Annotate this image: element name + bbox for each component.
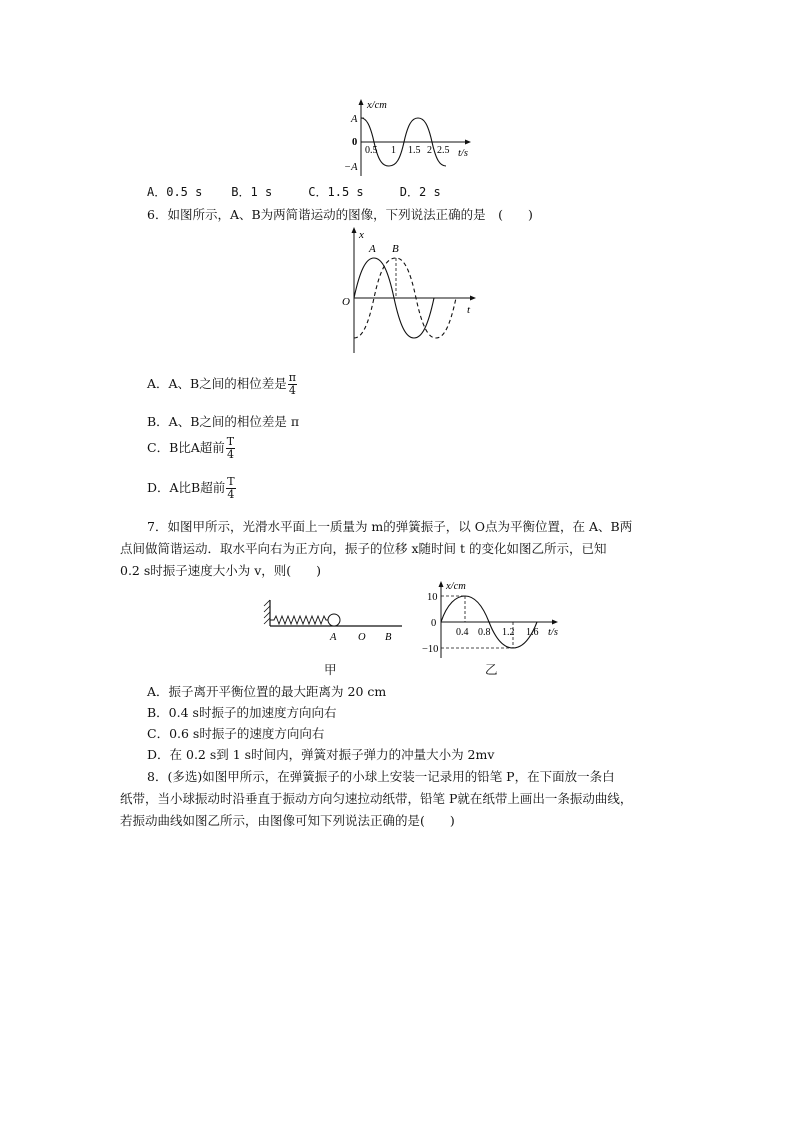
q6-curve-a-label: A [369, 243, 376, 255]
q6-x-arrow [470, 296, 476, 301]
q7-graph-tick-1: 0.8 [478, 627, 491, 638]
q7-label-o: O [358, 632, 366, 643]
q8-stem-line-2: 纸带，当小球振动时沿垂直于振动方向匀速拉动纸带，铅笔 P就在纸带上画出一条振动曲线， [120, 791, 633, 806]
q5-tick-3: 2 [427, 145, 432, 156]
q8-stem-line-3: 若振动曲线如图乙所示，由图像可知下列说法正确的是( ) [120, 813, 455, 828]
q5-x-arrow [465, 140, 471, 145]
q7-figure-spring [262, 598, 412, 648]
q7-spring [270, 616, 329, 624]
q7-ball [328, 614, 340, 626]
q7-graph-tick-3: 1.6 [526, 627, 539, 638]
q7-graph-y-label: x/cm [446, 581, 466, 592]
q5-option-c: C．1.5 s [308, 185, 364, 199]
q6-option-b: B．A、B之间的相位差是 π [147, 414, 300, 429]
q7-graph-tick-0: 0.4 [456, 627, 469, 638]
q5-tick-4: 2.5 [437, 145, 450, 156]
q7-graph-origin: 0 [431, 618, 437, 629]
q5-tick-1: 1 [391, 145, 396, 156]
q7-caption-yi: 乙 [485, 662, 498, 677]
q6-y-label: x [359, 229, 364, 241]
q7-label-b: B [385, 632, 392, 643]
q5-tick-0: 0.5 [365, 145, 378, 156]
q7-stem-line-1: 7．如图甲所示，光滑水平面上一质量为 m的弹簧振子，以 O点为平衡位置，在 A、B两 [147, 519, 633, 534]
q6-y-arrow [352, 227, 357, 233]
q7-graph-x-arrow [552, 620, 558, 625]
q5-options [147, 183, 441, 200]
q5-y-label: x/cm [367, 100, 387, 111]
q7-option-a: A．振子离开平衡位置的最大距离为 20 cm [147, 684, 387, 699]
q5-y-neg-label: −A [344, 162, 358, 173]
q7-caption-jia: 甲 [324, 662, 337, 677]
q6-option-d-fraction: $\frac{T}{4}$ [227, 475, 235, 501]
q5-y-arrow [359, 99, 364, 105]
q5-option-d: D．2 s [399, 185, 441, 199]
q5-origin-label: 0 [352, 137, 358, 148]
q6-stem: 6．如图所示，A、B为两简谐运动的图像，下列说法正确的是 ( ) [147, 207, 533, 222]
q7-graph-y-arrow [439, 581, 444, 587]
q7-figure-graph [420, 578, 570, 658]
q7-stem-line-3: 0.2 s时振子速度大小为 v，则( ) [120, 563, 322, 578]
q7-graph-tick-2: 1.2 [502, 627, 515, 638]
q5-figure [340, 96, 490, 178]
q6-origin-label: O [342, 296, 350, 308]
q6-option-c-fraction: $\frac{T}{4}$ [226, 435, 235, 461]
q6-option-c: C．B比A超前 $\frac{T}{4}$ [147, 435, 235, 461]
q7-graph-y-bottom: −10 [422, 644, 439, 655]
q7-stem-line-2: 点间做简谐运动．取水平向右为正方向，振子的位移 x随时间 t 的变化如图乙所示，已知 [120, 541, 607, 556]
q5-option-a: A．0.5 s [147, 185, 203, 199]
q7-option-b: B．0.4 s时振子的加速度方向向右 [147, 705, 337, 720]
q7-option-c: C．0.6 s时振子的速度方向向右 [147, 726, 325, 741]
q5-option-b: B．1 s [231, 185, 273, 199]
q8-stem-line-1: 8．(多选)如图甲所示，在弹簧振子的小球上安装一记录用的铅笔 P，在下面放一条白 [147, 769, 615, 784]
q6-option-d: D．A比B超前 $\frac{T}{4}$ [147, 475, 235, 501]
q7-option-d: D．在 0.2 s到 1 s时间内，弹簧对振子弹力的冲量大小为 2mv [147, 747, 495, 762]
q7-graph-y-top: 10 [427, 592, 438, 603]
q5-tick-2: 1.5 [408, 145, 421, 156]
q6-x-label: t [467, 304, 471, 316]
q6-curve-b-label: B [392, 243, 399, 255]
q6-option-a: A．A、B之间的相位差是 $\frac{\pi}{4}$ [147, 371, 296, 397]
q6-figure [336, 225, 486, 355]
q5-y-pos-label: A [351, 114, 358, 125]
q6-option-a-fraction: $\frac{\pi}{4}$ [288, 371, 296, 397]
q5-x-label: t/s [458, 148, 468, 159]
q7-label-a: A [330, 632, 337, 643]
q7-graph-x-label: t/s [548, 627, 558, 638]
